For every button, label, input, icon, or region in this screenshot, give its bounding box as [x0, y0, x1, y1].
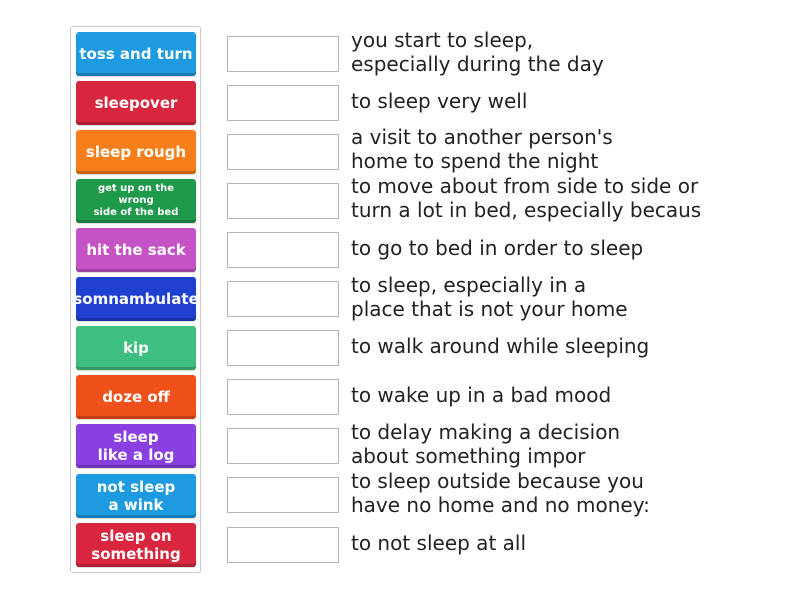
- word-tile[interactable]: sleep rough: [76, 130, 196, 174]
- word-tile[interactable]: not sleep a wink: [76, 474, 196, 518]
- definition-text: to not sleep at all: [351, 531, 527, 555]
- answer-slot[interactable]: [227, 85, 339, 121]
- answer-slot[interactable]: [227, 330, 339, 366]
- definition-text: to sleep, especially in a place that is not your home: [351, 273, 628, 321]
- answer-slot[interactable]: [227, 527, 339, 563]
- answer-slot[interactable]: [227, 428, 339, 464]
- word-tile[interactable]: toss and turn: [76, 32, 196, 76]
- definition-text: you start to sleep, especially during the day: [351, 28, 604, 76]
- definition-text: to sleep very well: [351, 89, 528, 113]
- word-tile[interactable]: somnambulate: [76, 277, 196, 321]
- definition-text: to sleep outside because you have no home and no money:: [351, 469, 650, 517]
- word-tile[interactable]: sleepover: [76, 81, 196, 125]
- word-tile[interactable]: sleep on something: [76, 523, 196, 567]
- answer-slot[interactable]: [227, 232, 339, 268]
- definition-text: a visit to another person's home to spend the night: [351, 125, 613, 173]
- word-tile[interactable]: doze off: [76, 375, 196, 419]
- word-tile[interactable]: get up on the wrong side of the bed: [76, 179, 196, 223]
- answer-slot[interactable]: [227, 477, 339, 513]
- word-tile[interactable]: sleep like a log: [76, 424, 196, 468]
- definition-text: to walk around while sleeping: [351, 334, 650, 358]
- word-tile[interactable]: hit the sack: [76, 228, 196, 272]
- answer-slot[interactable]: [227, 134, 339, 170]
- answer-slot[interactable]: [227, 36, 339, 72]
- answer-slot[interactable]: [227, 281, 339, 317]
- definition-text: to move about from side to side or turn a lot in bed, especially becaus: [351, 174, 702, 222]
- answer-slot[interactable]: [227, 379, 339, 415]
- definition-text: to delay making a decision about something impor: [351, 420, 621, 468]
- answer-slot[interactable]: [227, 183, 339, 219]
- word-tile[interactable]: kip: [76, 326, 196, 370]
- definition-text: to go to bed in order to sleep: [351, 236, 644, 260]
- definition-text: to wake up in a bad mood: [351, 383, 612, 407]
